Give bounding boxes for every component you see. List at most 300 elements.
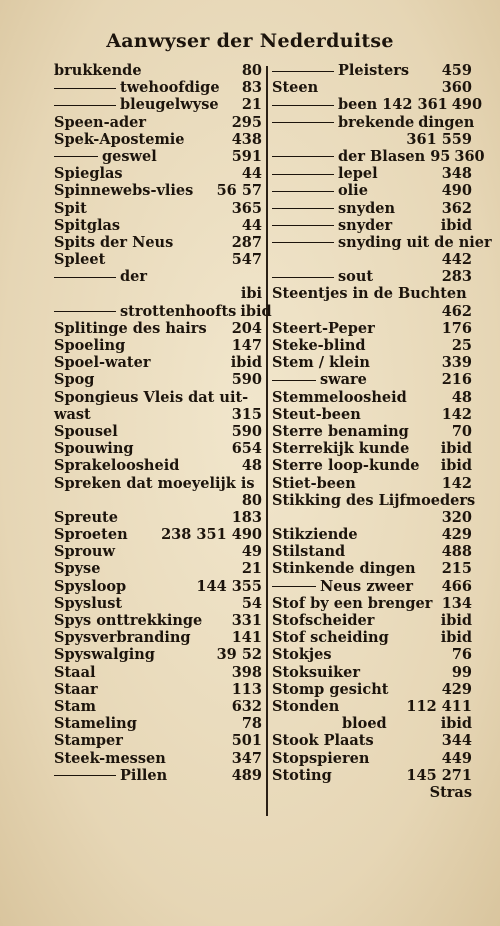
index-entry	[272, 612, 472, 629]
entry-term-text: Spysloop	[54, 577, 127, 595]
index-entry	[272, 457, 472, 474]
entry-term-text: Spitglas	[54, 216, 121, 234]
entry-page-numbers: 438	[231, 130, 262, 148]
entry-page-numbers: ibi	[240, 285, 262, 303]
index-entry	[272, 406, 472, 423]
entry-term-text: Sprouw	[54, 543, 115, 561]
entry-page-numbers: 49	[241, 543, 262, 561]
entry-term-text: Stomp gesicht	[272, 680, 389, 698]
entry-term	[54, 406, 91, 423]
entry-term-text: Stook Plaats	[272, 732, 374, 750]
entry-term	[54, 715, 137, 732]
entry-page-numbers: 360	[454, 147, 485, 165]
index-entry	[272, 285, 472, 302]
entry-term-text: Steen	[272, 79, 319, 97]
entry-term-text: Spek-Apostemie	[54, 130, 185, 148]
index-entry	[272, 440, 472, 457]
ditto-rule	[54, 775, 116, 776]
entry-page-numbers	[475, 492, 479, 509]
entry-page-numbers: 449	[441, 749, 472, 767]
entry-term	[54, 560, 100, 577]
ditto-rule	[272, 277, 334, 278]
entry-page-numbers: 21	[241, 96, 262, 114]
entry-page-numbers: 590	[231, 422, 262, 440]
entry-term-text: der	[120, 268, 148, 286]
entry-term-text: Spyswalging	[54, 646, 155, 664]
ditto-rule	[272, 191, 334, 192]
index-entry	[54, 234, 262, 251]
entry-term	[54, 767, 167, 784]
entry-page-numbers: 134	[441, 594, 472, 612]
entry-term	[272, 543, 345, 560]
entry-term-text: bloed	[342, 715, 387, 733]
entry-page-numbers: 283	[441, 268, 472, 286]
ditto-rule	[272, 242, 334, 243]
entry-page-numbers: 142	[441, 474, 472, 492]
entry-term	[54, 629, 191, 646]
entry-page-numbers: 331	[231, 612, 262, 629]
ditto-rule	[54, 311, 116, 312]
entry-page-numbers: 547	[231, 251, 262, 269]
entry-term-text: Staal	[54, 663, 96, 681]
entry-page-numbers: 147	[231, 337, 262, 354]
entry-term	[54, 732, 123, 749]
entry-page-numbers: 501	[231, 732, 262, 750]
entry-term-text: Spoel-water	[54, 354, 151, 372]
entry-term	[272, 234, 492, 251]
entry-term	[272, 457, 419, 474]
entry-term-text: Steek-messen	[54, 749, 166, 767]
entry-term	[54, 440, 134, 457]
entry-page-numbers: 320	[441, 508, 472, 526]
entry-term-text: Stiet-been	[272, 474, 356, 492]
entry-term	[272, 560, 416, 577]
entry-term-text: Spleet	[54, 251, 106, 269]
index-entry	[272, 389, 472, 406]
index-entry	[54, 423, 262, 440]
ditto-rule	[272, 71, 334, 72]
entry-page-numbers: ibid	[440, 629, 472, 647]
index-entry	[54, 543, 262, 560]
entry-term	[54, 354, 150, 371]
index-entry	[272, 560, 472, 577]
index-entry	[54, 681, 262, 698]
entry-page-numbers: 238 351 490	[161, 526, 262, 544]
entry-page-numbers: 466	[441, 577, 472, 595]
entry-term	[272, 371, 367, 388]
index-entry	[54, 715, 262, 732]
entry-page-numbers: 590	[231, 371, 262, 389]
entry-term	[54, 217, 120, 234]
entry-page-numbers: 21	[241, 560, 262, 578]
entry-term-text: Spys onttrekkinge	[54, 612, 203, 629]
entry-page-numbers: 54	[241, 594, 262, 612]
ditto-rule	[272, 225, 334, 226]
index-entry	[272, 113, 475, 131]
entry-page-numbers: 48	[451, 388, 472, 406]
ditto-rule	[272, 380, 316, 381]
index-entry	[54, 595, 262, 612]
entry-page-numbers	[258, 475, 262, 492]
entry-page-numbers: ibid	[440, 440, 472, 458]
index-entry	[272, 595, 472, 612]
entry-page-numbers: 347	[231, 749, 262, 767]
entry-page-numbers: 141	[231, 629, 262, 647]
entry-term-text: brekende	[338, 113, 415, 131]
entry-page-numbers: 39 52	[216, 646, 262, 664]
entry-page-numbers	[468, 285, 472, 302]
entry-term-text: Spongieus Vleis dat uit-	[54, 388, 249, 406]
entry-term-text: Stof by een brenger	[272, 594, 433, 612]
index-entry	[54, 200, 262, 217]
index-entry	[54, 767, 262, 784]
entry-term-text: Sproeten	[54, 526, 128, 544]
entry-term	[54, 371, 94, 388]
entry-term	[54, 509, 118, 526]
entry-term	[54, 337, 125, 354]
entry-page-numbers: 348	[441, 165, 472, 183]
entry-page-numbers: 56 57	[216, 182, 262, 200]
index-entry	[272, 732, 472, 749]
index-entry	[272, 96, 483, 114]
index-entry	[54, 612, 262, 629]
entry-page-numbers: 142	[441, 405, 472, 423]
entry-term-text: wast	[54, 405, 91, 423]
entry-term	[272, 612, 374, 629]
ditto-rule	[272, 105, 334, 106]
entry-term-text: Sprakeloosheid	[54, 457, 180, 475]
entry-page-numbers: 44	[241, 165, 262, 183]
entry-term-text: Staar	[54, 680, 98, 698]
entry-term-text: Stilstand	[272, 543, 346, 561]
entry-term	[272, 114, 414, 131]
index-entry	[272, 182, 472, 199]
entry-term-text: Stikking des Lijfmoeders	[272, 491, 476, 509]
entry-term-text: bleugelwyse	[120, 96, 219, 114]
entry-term	[54, 543, 115, 560]
entry-term-text: Steert-Peper	[272, 319, 375, 337]
index-entry	[54, 371, 262, 388]
entry-page-numbers: ibid	[440, 216, 472, 234]
index-entry	[54, 646, 262, 663]
entry-page-numbers: 216	[441, 371, 472, 389]
entry-page-numbers: 176	[441, 319, 472, 337]
entry-term	[272, 96, 448, 113]
index-entry	[54, 302, 272, 320]
entry-term	[272, 337, 366, 354]
index-entry	[272, 200, 472, 217]
entry-term	[54, 251, 105, 268]
entry-page-numbers: ibid	[230, 354, 262, 372]
entry-term-text: lepel	[338, 165, 378, 183]
entry-term-text: der Blasen 95	[338, 147, 451, 165]
entry-term	[272, 406, 361, 423]
entry-page-numbers: ibid	[440, 715, 472, 733]
entry-term	[54, 750, 166, 767]
entry-term-text: Stem / klein	[272, 354, 370, 372]
entry-term	[272, 646, 332, 663]
index-entry	[54, 750, 262, 767]
entry-term	[272, 423, 409, 440]
entry-term-text: Spouwing	[54, 440, 134, 458]
index-entry	[272, 303, 472, 320]
entry-term	[272, 681, 388, 698]
entry-page-numbers: 462	[441, 302, 472, 320]
index-entry	[272, 320, 472, 337]
entry-term	[272, 492, 475, 509]
entry-term-text: twehoofdige	[120, 79, 220, 97]
entry-term-text: snyding uit de nier	[338, 233, 492, 251]
index-entry	[272, 475, 472, 492]
entry-term	[54, 423, 118, 440]
entry-page-numbers	[492, 234, 496, 251]
entry-term-text: Spyse	[54, 560, 101, 578]
entry-page-numbers: 315	[231, 405, 262, 423]
entry-page-numbers: 490	[441, 182, 472, 200]
entry-term	[54, 646, 155, 663]
entry-page-numbers: 113	[231, 680, 262, 698]
index-entry	[272, 268, 472, 285]
entry-term-text: Splitinge des hairs	[54, 319, 207, 337]
entry-term-text: brukkende	[54, 62, 142, 79]
entry-term	[54, 148, 157, 165]
index-entry	[272, 251, 472, 268]
index-entry	[272, 371, 472, 388]
entry-term-text: Steentjes in de Buchten	[272, 285, 467, 303]
entry-term-text: Spoeling	[54, 337, 126, 354]
ditto-rule	[54, 88, 116, 89]
ditto-rule	[54, 105, 116, 106]
entry-page-numbers: 459	[441, 62, 472, 79]
entry-page-numbers: 490	[451, 96, 483, 114]
entry-page-numbers: Stras	[429, 783, 472, 801]
entry-term	[272, 698, 339, 715]
entry-page-numbers: 398	[231, 663, 262, 681]
entry-page-numbers: 360	[441, 79, 472, 97]
column-divider	[266, 66, 268, 816]
index-entry	[54, 251, 262, 268]
entry-page-numbers: 654	[231, 440, 262, 458]
entry-page-numbers: 183	[231, 508, 262, 526]
entry-term-text: Neus zweer	[320, 577, 414, 595]
entry-page-numbers: 295	[231, 113, 262, 131]
entry-term	[54, 457, 179, 474]
entry-page-numbers: 361 559	[406, 130, 472, 148]
index-entry	[54, 664, 262, 681]
entry-term	[54, 234, 173, 251]
entry-term-text: Spieglas	[54, 165, 123, 183]
right-column	[272, 62, 492, 801]
entry-page-numbers	[258, 268, 262, 285]
entry-page-numbers: 70	[451, 422, 472, 440]
index-entry	[272, 578, 472, 595]
entry-term-text: Stinkende dingen	[272, 560, 416, 578]
index-entry	[272, 681, 472, 698]
index-entry	[54, 96, 262, 113]
entry-page-numbers: 344	[441, 732, 472, 750]
ditto-rule	[272, 156, 334, 157]
index-entry	[54, 389, 262, 406]
index-entry	[272, 217, 472, 234]
entry-term	[54, 114, 146, 131]
entry-term-text: Spreute	[54, 508, 118, 526]
entry-term	[54, 200, 87, 217]
index-entry	[272, 526, 472, 543]
index-entry	[54, 114, 262, 131]
entry-term	[54, 526, 128, 543]
entry-page-numbers: 145 271	[406, 766, 472, 784]
entry-term	[54, 475, 255, 492]
entry-term-text: Sterre benaming	[272, 422, 409, 440]
entry-term	[54, 182, 193, 199]
entry-page-numbers: 44	[241, 216, 262, 234]
index-entry	[54, 320, 262, 337]
index-entry	[272, 784, 472, 801]
entry-page-numbers: 489	[231, 766, 262, 784]
entry-page-numbers	[258, 389, 262, 406]
entry-page-numbers: 488	[441, 543, 472, 561]
entry-term	[54, 612, 202, 629]
entry-term	[272, 750, 369, 767]
entry-term-text: been 142 361	[338, 96, 448, 114]
entry-term-text: Steke-blind	[272, 337, 366, 354]
entry-term-text: Stopspieren	[272, 749, 370, 767]
entry-page-numbers: ibid	[440, 612, 472, 629]
entry-term-text: Sterre loop-kunde	[272, 457, 420, 475]
entry-term	[272, 165, 378, 182]
entry-term	[272, 354, 370, 371]
index-entry	[272, 79, 472, 96]
entry-term	[272, 440, 409, 457]
entry-term	[54, 96, 219, 113]
entry-term-text: Spysverbranding	[54, 629, 191, 647]
index-entry	[272, 543, 472, 560]
entry-page-numbers: 365	[231, 199, 262, 217]
entry-term-text: Spit	[54, 199, 87, 217]
entry-page-numbers: 339	[441, 354, 472, 372]
index-entry	[54, 406, 262, 423]
entry-page-numbers: 76	[451, 646, 472, 664]
entry-term	[54, 131, 185, 148]
entry-page-numbers: ibid	[440, 457, 472, 475]
ditto-rule	[272, 174, 334, 175]
entry-term-text: snyden	[338, 199, 396, 217]
entry-term-text: Spog	[54, 371, 95, 389]
entry-term	[272, 182, 368, 199]
index-entry	[54, 79, 262, 96]
index-entry	[54, 560, 262, 577]
entry-term	[272, 629, 389, 646]
entry-term	[272, 217, 392, 234]
index-entry	[54, 698, 262, 715]
entry-term	[272, 285, 467, 302]
entry-term	[54, 698, 96, 715]
entry-term-text: Sterrekijk kunde	[272, 440, 410, 458]
entry-term	[54, 303, 236, 320]
index-entry	[54, 268, 262, 285]
entry-term-text: strottenhoofts	[120, 302, 237, 320]
index-entry	[54, 526, 262, 543]
entry-term	[272, 526, 358, 543]
entry-page-numbers: 25	[451, 337, 472, 354]
entry-term-text: Pleisters	[338, 62, 410, 79]
index-entry	[272, 337, 472, 354]
entry-term	[272, 268, 373, 285]
index-entry	[54, 578, 262, 595]
entry-term	[272, 200, 395, 217]
index-entry	[54, 492, 262, 509]
entry-page-numbers: 112 411	[406, 697, 472, 715]
entry-term	[272, 62, 409, 79]
entry-page-numbers: 287	[231, 233, 262, 251]
entry-term	[272, 578, 413, 595]
entry-term-text: Steut-been	[272, 405, 361, 423]
entry-page-numbers: 429	[441, 680, 472, 698]
entry-term	[272, 79, 318, 96]
entry-term-text: Spits der Neus	[54, 233, 174, 251]
entry-term-text: Stonden	[272, 697, 340, 715]
entry-term-text: sout	[338, 268, 374, 286]
entry-page-numbers: 429	[441, 526, 472, 544]
index-entry	[272, 354, 472, 371]
ditto-rule	[272, 586, 316, 587]
entry-term	[54, 79, 220, 96]
entry-term-text: Stoting	[272, 766, 332, 784]
entry-page-numbers: 204	[231, 319, 262, 337]
entry-term-text: Stamper	[54, 732, 123, 750]
entry-term-text: Stokjes	[272, 646, 332, 664]
entry-term-text: Stofscheider	[272, 612, 375, 629]
index-entry	[54, 475, 262, 492]
entry-term	[54, 681, 98, 698]
entry-page-numbers: 362	[441, 199, 472, 217]
index-entry	[272, 629, 472, 646]
entry-page-numbers: 591	[231, 147, 262, 165]
entry-term	[272, 320, 375, 337]
index-entry	[54, 182, 262, 199]
entry-page-numbers: dingen	[418, 113, 475, 131]
index-entry	[54, 131, 262, 148]
index-entry	[54, 354, 262, 371]
entry-page-numbers: 83	[241, 79, 262, 97]
entry-term-text: olie	[338, 182, 368, 200]
index-entry	[54, 217, 262, 234]
index-entry	[272, 491, 476, 509]
entry-page-numbers: 78	[241, 715, 262, 733]
index-entry	[272, 131, 472, 148]
entry-term-text: Spreken dat moeyelijk is	[54, 474, 255, 492]
entry-term-text: Stoksuiker	[272, 663, 361, 681]
entry-page-numbers: 215	[441, 560, 472, 578]
entry-term-text: Spyslust	[54, 594, 123, 612]
entry-term-text: Spinnewebs-vlies	[54, 182, 194, 200]
entry-term	[54, 165, 123, 182]
entry-term-text: Stam	[54, 697, 96, 715]
index-entry	[272, 698, 472, 715]
entry-page-numbers: 144 355	[196, 577, 262, 595]
index-entry	[272, 750, 472, 767]
index-entry	[272, 165, 472, 182]
entry-page-numbers: 632	[231, 697, 262, 715]
entry-term	[54, 320, 207, 337]
entry-term	[54, 664, 95, 681]
index-entry	[272, 715, 472, 732]
entry-term	[54, 389, 248, 406]
entry-term-text: Spousel	[54, 422, 118, 440]
index-entry	[272, 646, 472, 663]
index-entry	[54, 732, 262, 749]
entry-term	[272, 732, 374, 749]
